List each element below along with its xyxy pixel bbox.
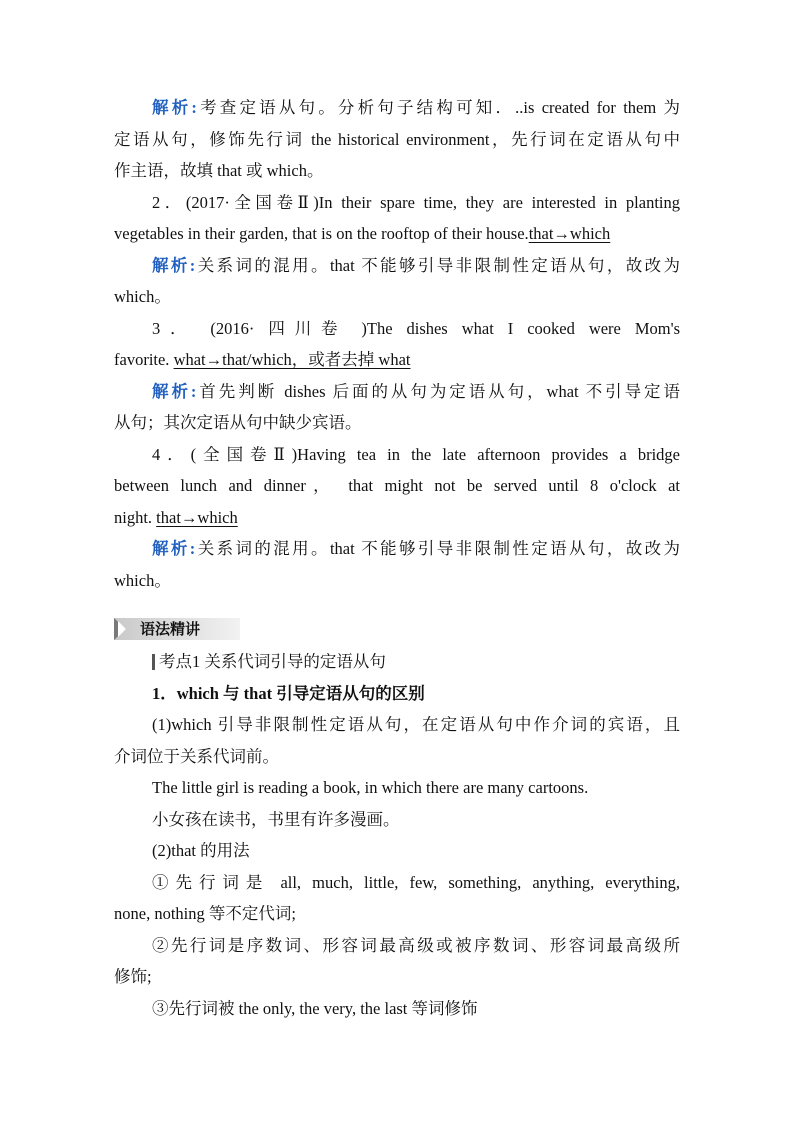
example-english: The little girl is reading a book, in which there are many cartoons. [152,778,589,797]
grammar-item-2-line-2: 修饰; [114,967,152,986]
question-3-answer: what→that/which，或者去掉 what [173,350,411,369]
question-3-line-1: 3． (2016· 四川卷 )The dishes what I cooked were Mom's [152,318,680,338]
analysis-1-line-1: 解析:考查定语从句。分析句子结构可知．..is created for them 为 [152,98,681,117]
grammar-item-1-line-2: none, nothing 等不定代词; [114,904,296,923]
question-2-line-2: vegetables in their garden, that is on the rooftop of their house.that→which [114,224,611,243]
question-2-line-1: 2．(2017·全国卷Ⅱ)In their spare time, they are interested in planting [152,192,680,212]
heading-bar-icon [152,654,155,670]
section-banner [114,618,240,640]
analysis-4-line-1: 解析:关系词的混用。that 不能够引导非限制性定语从句，故改为 [152,539,681,558]
analysis-2-line-2: which。 [114,287,171,306]
question-2-answer: that→which [528,224,611,243]
grammar-item-2-line-1: ②先行词是序数词、形容词最高级或被序数词、形容词最高级所 [152,935,680,955]
grammar-p2: (2)that 的用法 [152,841,250,860]
grammar-heading-1: 1．which 与 that 引导定语从句的区别 [152,683,425,703]
section-banner-title: 语法精讲 [140,620,201,638]
analysis-3-line-1: 解析:首先判断 dishes 后面的从句为定语从句，what 不引导定语 [152,381,680,401]
analysis-4-line-2: which。 [114,570,171,590]
document-page [114,92,680,1024]
question-4-line-3: night. that→which [114,507,238,527]
analysis-1-line-2: 定语从句，修饰先行词 the historical environment，先行词在定语从句中 [114,129,680,149]
grammar-item-3: ③先行词被 the only, the very, the last 等词修饰 [152,998,478,1018]
example-chinese: 小女孩在读书，书里有许多漫画。 [152,809,400,829]
analysis-label: 解析: [152,539,196,558]
grammar-p1-line-2: 介词位于关系代词前。 [114,746,279,766]
question-4-line-1: 4．(全国卷Ⅱ)Having tea in the late afternoon provides a bridge [152,444,680,464]
analysis-2-line-1: 解析:关系词的混用。that 不能够引导非限制性定语从句，故改为 [152,255,681,275]
grammar-p1-line-1: (1)which 引导非限制性定语从句，在定语从句中作介词的宾语，且 [152,715,680,734]
question-3-line-2: favorite. what→that/which，或者去掉 what [114,350,411,369]
analysis-1-line-3: 作主语，故填 that 或 which。 [114,161,324,180]
kaodian-heading: 考点1 关系代词引导的定语从句 [152,646,680,678]
analysis-3-line-2: 从句；其次定语从句中缺少宾语。 [114,413,362,432]
analysis-label: 解析: [152,381,197,401]
question-4-answer: that→which [156,507,238,527]
analysis-label: 解析: [152,255,196,275]
analysis-label: 解析: [152,98,197,117]
grammar-item-1-line-1: ①先行词是 all, much, little, few, something, anything, everything, [152,872,680,892]
question-4-line-2: between lunch and dinner， that might not be served until 8 o'clock at [114,476,680,495]
